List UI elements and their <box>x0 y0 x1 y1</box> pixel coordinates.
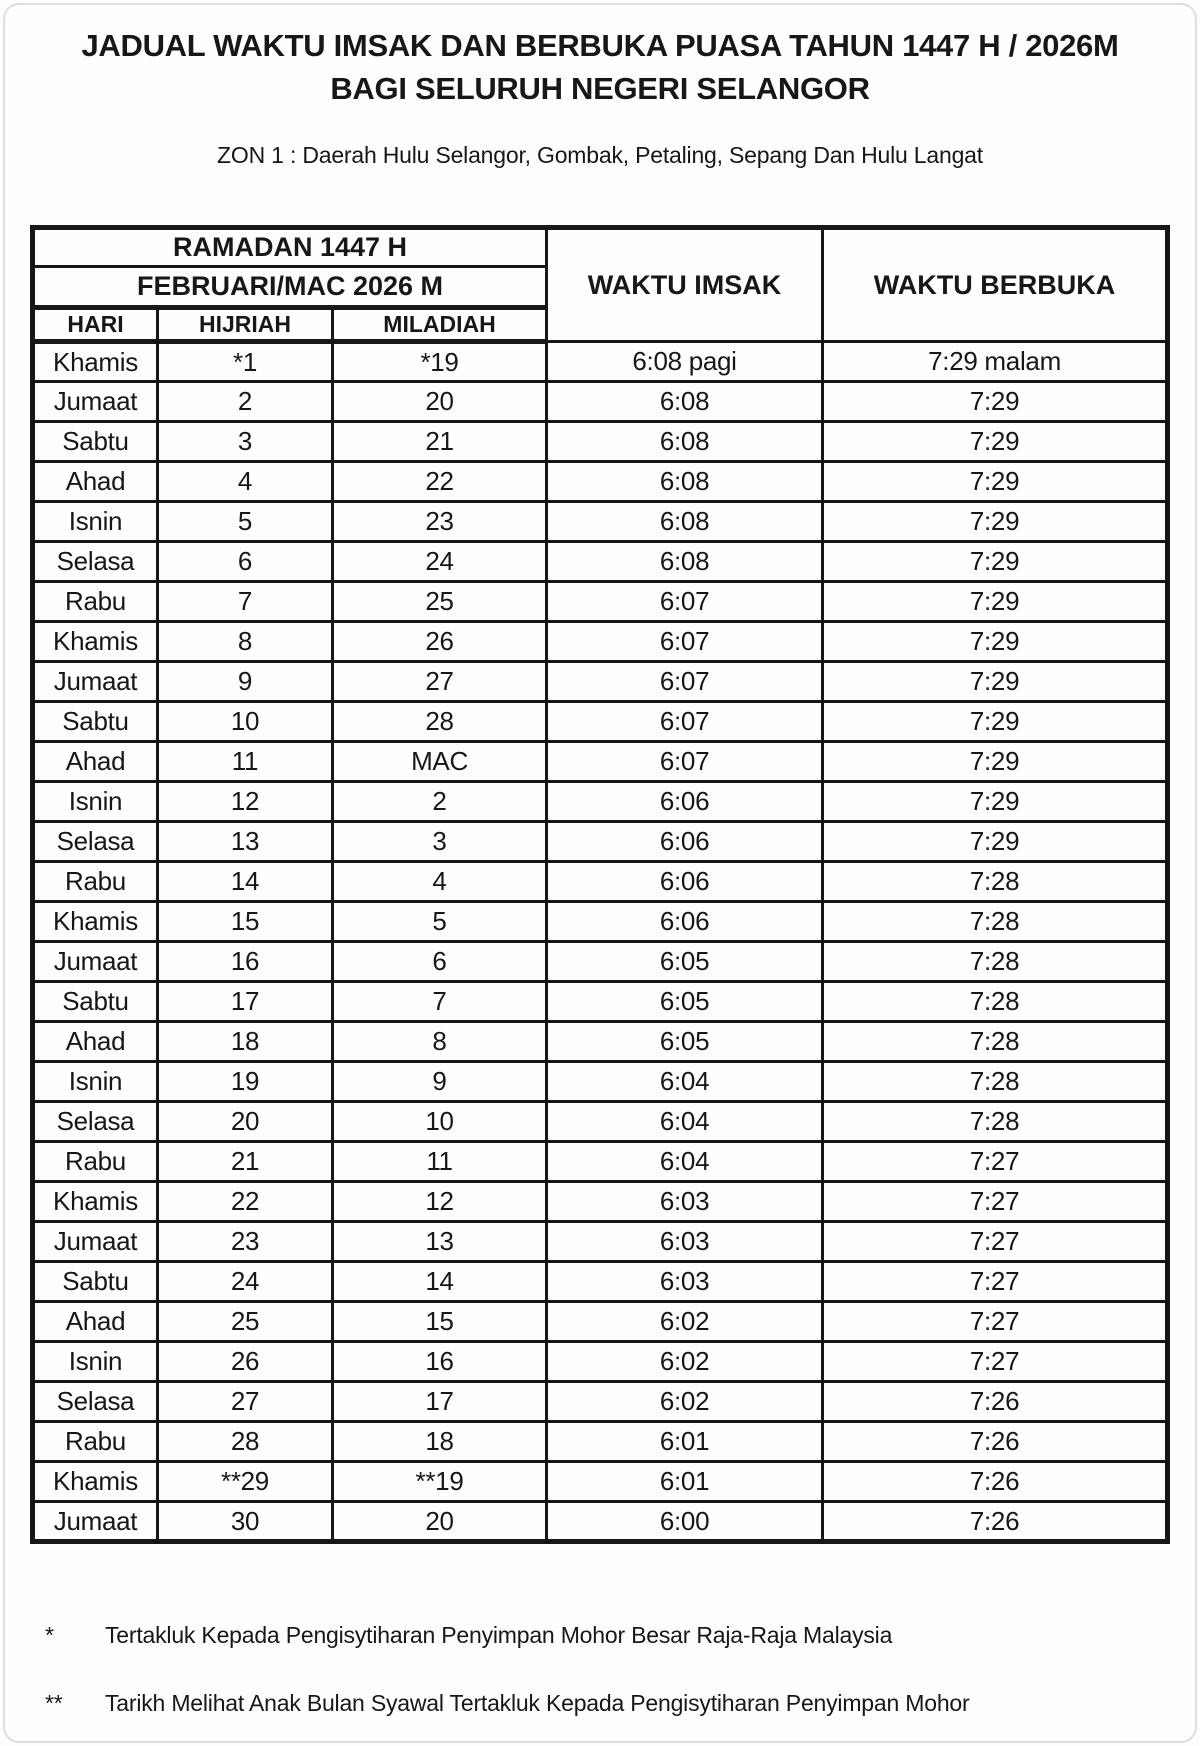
cell-hijriah: 7 <box>158 582 333 622</box>
cell-hari: Jumaat <box>33 662 158 702</box>
cell-berbuka: 7:27 <box>823 1342 1168 1382</box>
cell-hijriah: 30 <box>158 1502 333 1542</box>
cell-hijriah: 5 <box>158 502 333 542</box>
cell-hari: Selasa <box>33 1382 158 1422</box>
cell-imsak: 6:02 <box>547 1342 823 1382</box>
page-title-line1: JADUAL WAKTU IMSAK DAN BERBUKA PUASA TAHUN 1447 H / 2026M <box>81 28 1119 63</box>
cell-hari: Jumaat <box>33 382 158 422</box>
table-row <box>33 382 1168 422</box>
cell-hari: Khamis <box>33 1182 158 1222</box>
header-cell-hijriah: HIJRIAH <box>158 308 333 342</box>
cell-berbuka: 7:26 <box>823 1422 1168 1462</box>
table-row <box>33 542 1168 582</box>
cell-hari: Isnin <box>33 1062 158 1102</box>
cell-hari: Rabu <box>33 1422 158 1462</box>
header-cell-ramadan: RAMADAN 1447 H <box>33 228 547 267</box>
cell-hari: Jumaat <box>33 1222 158 1262</box>
cell-berbuka: 7:29 <box>823 582 1168 622</box>
cell-imsak: 6:08 <box>547 382 823 422</box>
cell-hari: Ahad <box>33 1022 158 1062</box>
cell-berbuka: 7:29 <box>823 502 1168 542</box>
table-row <box>33 1182 1168 1222</box>
header-cell-gregorian: FEBRUARI/MAC 2026 M <box>33 267 547 308</box>
table-row <box>33 1222 1168 1262</box>
header-cell-miladiah: MILADIAH <box>333 308 547 342</box>
cell-hari: Selasa <box>33 1102 158 1142</box>
table-row <box>33 342 1168 382</box>
cell-imsak: 6:03 <box>547 1182 823 1222</box>
cell-hijriah: 10 <box>158 702 333 742</box>
cell-imsak: 6:08 <box>547 542 823 582</box>
cell-imsak: 6:01 <box>547 1422 823 1462</box>
cell-hari: Sabtu <box>33 982 158 1022</box>
cell-hijriah: *1 <box>158 342 333 382</box>
cell-miladiah: 27 <box>333 662 547 702</box>
cell-imsak: 6:05 <box>547 1022 823 1062</box>
cell-miladiah: 23 <box>333 502 547 542</box>
table-row <box>33 742 1168 782</box>
cell-berbuka: 7:28 <box>823 942 1168 982</box>
cell-hijriah: 4 <box>158 462 333 502</box>
cell-hari: Ahad <box>33 742 158 782</box>
cell-berbuka: 7:29 <box>823 822 1168 862</box>
cell-miladiah: 5 <box>333 902 547 942</box>
table-row <box>33 1102 1168 1142</box>
cell-miladiah: 20 <box>333 382 547 422</box>
cell-imsak: 6:02 <box>547 1382 823 1422</box>
cell-imsak: 6:05 <box>547 942 823 982</box>
cell-hari: Rabu <box>33 862 158 902</box>
cell-imsak: 6:04 <box>547 1142 823 1182</box>
cell-miladiah: 16 <box>333 1342 547 1382</box>
cell-miladiah: 21 <box>333 422 547 462</box>
cell-berbuka: 7:28 <box>823 862 1168 902</box>
cell-berbuka: 7:28 <box>823 982 1168 1022</box>
page-title <box>0 0 1200 110</box>
cell-hijriah: 23 <box>158 1222 333 1262</box>
cell-berbuka: 7:26 <box>823 1462 1168 1502</box>
cell-hijriah: 20 <box>158 1102 333 1142</box>
cell-imsak: 6:03 <box>547 1262 823 1302</box>
cell-hijriah: 21 <box>158 1142 333 1182</box>
cell-imsak: 6:05 <box>547 982 823 1022</box>
cell-hijriah: 9 <box>158 662 333 702</box>
cell-imsak: 6:03 <box>547 1222 823 1262</box>
cell-hari: Isnin <box>33 1342 158 1382</box>
table-row <box>33 702 1168 742</box>
cell-miladiah: 10 <box>333 1102 547 1142</box>
table-row <box>33 1262 1168 1302</box>
cell-berbuka: 7:27 <box>823 1142 1168 1182</box>
cell-berbuka: 7:29 <box>823 382 1168 422</box>
cell-hijriah: 6 <box>158 542 333 582</box>
table-row <box>33 622 1168 662</box>
cell-hari: Rabu <box>33 582 158 622</box>
cell-berbuka: 7:26 <box>823 1502 1168 1542</box>
cell-hari: Jumaat <box>33 942 158 982</box>
schedule-table <box>30 225 1170 1544</box>
cell-miladiah: 9 <box>333 1062 547 1102</box>
cell-miladiah: 25 <box>333 582 547 622</box>
cell-miladiah: 12 <box>333 1182 547 1222</box>
cell-miladiah: 22 <box>333 462 547 502</box>
footnote-text: Tarikh Melihat Anak Bulan Syawal Tertakluk Kepada Pengisytiharan Penyimpan Mohor <box>105 1690 970 1716</box>
cell-miladiah: 14 <box>333 1262 547 1302</box>
table-row <box>33 942 1168 982</box>
cell-hari: Rabu <box>33 1142 158 1182</box>
cell-miladiah: 20 <box>333 1502 547 1542</box>
table-row <box>33 662 1168 702</box>
table-row <box>33 862 1168 902</box>
cell-berbuka: 7:28 <box>823 1022 1168 1062</box>
table-row <box>33 982 1168 1022</box>
cell-imsak: 6:08 <box>547 462 823 502</box>
cell-miladiah: **19 <box>333 1462 547 1502</box>
table-header <box>33 228 1168 342</box>
cell-hari: Jumaat <box>33 1502 158 1542</box>
cell-hijriah: **29 <box>158 1462 333 1502</box>
cell-miladiah: 15 <box>333 1302 547 1342</box>
cell-hijriah: 15 <box>158 902 333 942</box>
cell-hijriah: 12 <box>158 782 333 822</box>
cell-berbuka: 7:29 <box>823 422 1168 462</box>
footnote-syawal-sighting <box>45 1690 1165 1717</box>
page-title-line2: BAGI SELURUH NEGERI SELANGOR <box>330 71 870 106</box>
header-cell-waktu-berbuka: WAKTU BERBUKA <box>823 228 1168 342</box>
table-row <box>33 1462 1168 1502</box>
cell-miladiah: *19 <box>333 342 547 382</box>
cell-hari: Sabtu <box>33 422 158 462</box>
table-row <box>33 1382 1168 1422</box>
cell-berbuka: 7:29 <box>823 742 1168 782</box>
cell-berbuka: 7:27 <box>823 1302 1168 1342</box>
table-row <box>33 1302 1168 1342</box>
cell-imsak: 6:07 <box>547 622 823 662</box>
cell-berbuka: 7:28 <box>823 1062 1168 1102</box>
cell-miladiah: 24 <box>333 542 547 582</box>
cell-berbuka: 7:28 <box>823 1102 1168 1142</box>
cell-hijriah: 19 <box>158 1062 333 1102</box>
cell-imsak: 6:08 <box>547 422 823 462</box>
cell-miladiah: 6 <box>333 942 547 982</box>
cell-berbuka: 7:27 <box>823 1222 1168 1262</box>
table-row <box>33 462 1168 502</box>
table-row <box>33 1062 1168 1102</box>
table-row <box>33 782 1168 822</box>
cell-berbuka: 7:29 <box>823 782 1168 822</box>
table-row <box>33 422 1168 462</box>
table-row <box>33 1142 1168 1182</box>
zone-subtitle: ZON 1 : Daerah Hulu Selangor, Gombak, Petaling, Sepang Dan Hulu Langat <box>217 142 983 168</box>
cell-imsak: 6:07 <box>547 702 823 742</box>
cell-hari: Isnin <box>33 782 158 822</box>
cell-imsak: 6:07 <box>547 582 823 622</box>
cell-hijriah: 27 <box>158 1382 333 1422</box>
footnote-marker: * <box>45 1622 54 1648</box>
header-row-hijri-year <box>33 228 1168 267</box>
cell-imsak: 6:06 <box>547 862 823 902</box>
cell-imsak: 6:06 <box>547 822 823 862</box>
cell-berbuka: 7:28 <box>823 902 1168 942</box>
header-cell-waktu-imsak: WAKTU IMSAK <box>547 228 823 342</box>
cell-imsak: 6:07 <box>547 662 823 702</box>
cell-miladiah: 3 <box>333 822 547 862</box>
table-row <box>33 1022 1168 1062</box>
cell-berbuka: 7:29 <box>823 702 1168 742</box>
cell-hari: Ahad <box>33 462 158 502</box>
cell-hijriah: 28 <box>158 1422 333 1462</box>
cell-berbuka: 7:29 <box>823 662 1168 702</box>
footnote-marker: ** <box>45 1690 63 1716</box>
cell-hijriah: 16 <box>158 942 333 982</box>
cell-berbuka: 7:26 <box>823 1382 1168 1422</box>
cell-hijriah: 8 <box>158 622 333 662</box>
footnote-text: Tertakluk Kepada Pengisytiharan Penyimpan Mohor Besar Raja-Raja Malaysia <box>105 1622 893 1648</box>
cell-miladiah: 7 <box>333 982 547 1022</box>
cell-berbuka: 7:29 <box>823 542 1168 582</box>
cell-miladiah: 28 <box>333 702 547 742</box>
cell-miladiah: 8 <box>333 1022 547 1062</box>
footnote-ramadan-start <box>45 1622 1165 1649</box>
cell-hijriah: 11 <box>158 742 333 782</box>
cell-berbuka: 7:29 <box>823 462 1168 502</box>
cell-imsak: 6:07 <box>547 742 823 782</box>
cell-hari: Selasa <box>33 822 158 862</box>
cell-hijriah: 13 <box>158 822 333 862</box>
cell-miladiah: 26 <box>333 622 547 662</box>
cell-miladiah: MAC <box>333 742 547 782</box>
cell-miladiah: 2 <box>333 782 547 822</box>
cell-imsak: 6:04 <box>547 1102 823 1142</box>
cell-berbuka: 7:29 <box>823 622 1168 662</box>
cell-hijriah: 3 <box>158 422 333 462</box>
cell-imsak: 6:00 <box>547 1502 823 1542</box>
table-row <box>33 1422 1168 1462</box>
table-row <box>33 1502 1168 1542</box>
cell-miladiah: 13 <box>333 1222 547 1262</box>
table-body <box>33 342 1168 1542</box>
cell-imsak: 6:01 <box>547 1462 823 1502</box>
cell-berbuka: 7:29 malam <box>823 342 1168 382</box>
cell-imsak: 6:08 pagi <box>547 342 823 382</box>
cell-hijriah: 14 <box>158 862 333 902</box>
cell-hari: Khamis <box>33 902 158 942</box>
table-row <box>33 502 1168 542</box>
cell-hijriah: 2 <box>158 382 333 422</box>
cell-hijriah: 22 <box>158 1182 333 1222</box>
cell-imsak: 6:06 <box>547 902 823 942</box>
cell-hari: Khamis <box>33 342 158 382</box>
cell-miladiah: 17 <box>333 1382 547 1422</box>
cell-miladiah: 18 <box>333 1422 547 1462</box>
cell-imsak: 6:06 <box>547 782 823 822</box>
cell-hari: Selasa <box>33 542 158 582</box>
cell-hijriah: 17 <box>158 982 333 1022</box>
header-cell-hari: HARI <box>33 308 158 342</box>
table-row <box>33 1342 1168 1382</box>
cell-berbuka: 7:27 <box>823 1262 1168 1302</box>
cell-imsak: 6:08 <box>547 502 823 542</box>
cell-hari: Sabtu <box>33 702 158 742</box>
cell-imsak: 6:04 <box>547 1062 823 1102</box>
cell-hari: Sabtu <box>33 1262 158 1302</box>
cell-hijriah: 24 <box>158 1262 333 1302</box>
table-row <box>33 902 1168 942</box>
table-row <box>33 822 1168 862</box>
cell-miladiah: 11 <box>333 1142 547 1182</box>
cell-berbuka: 7:27 <box>823 1182 1168 1222</box>
table-row <box>33 582 1168 622</box>
cell-hari: Khamis <box>33 622 158 662</box>
cell-hijriah: 26 <box>158 1342 333 1382</box>
cell-hari: Isnin <box>33 502 158 542</box>
cell-hijriah: 25 <box>158 1302 333 1342</box>
cell-imsak: 6:02 <box>547 1302 823 1342</box>
cell-hari: Ahad <box>33 1302 158 1342</box>
cell-hari: Khamis <box>33 1462 158 1502</box>
cell-miladiah: 4 <box>333 862 547 902</box>
cell-hijriah: 18 <box>158 1022 333 1062</box>
